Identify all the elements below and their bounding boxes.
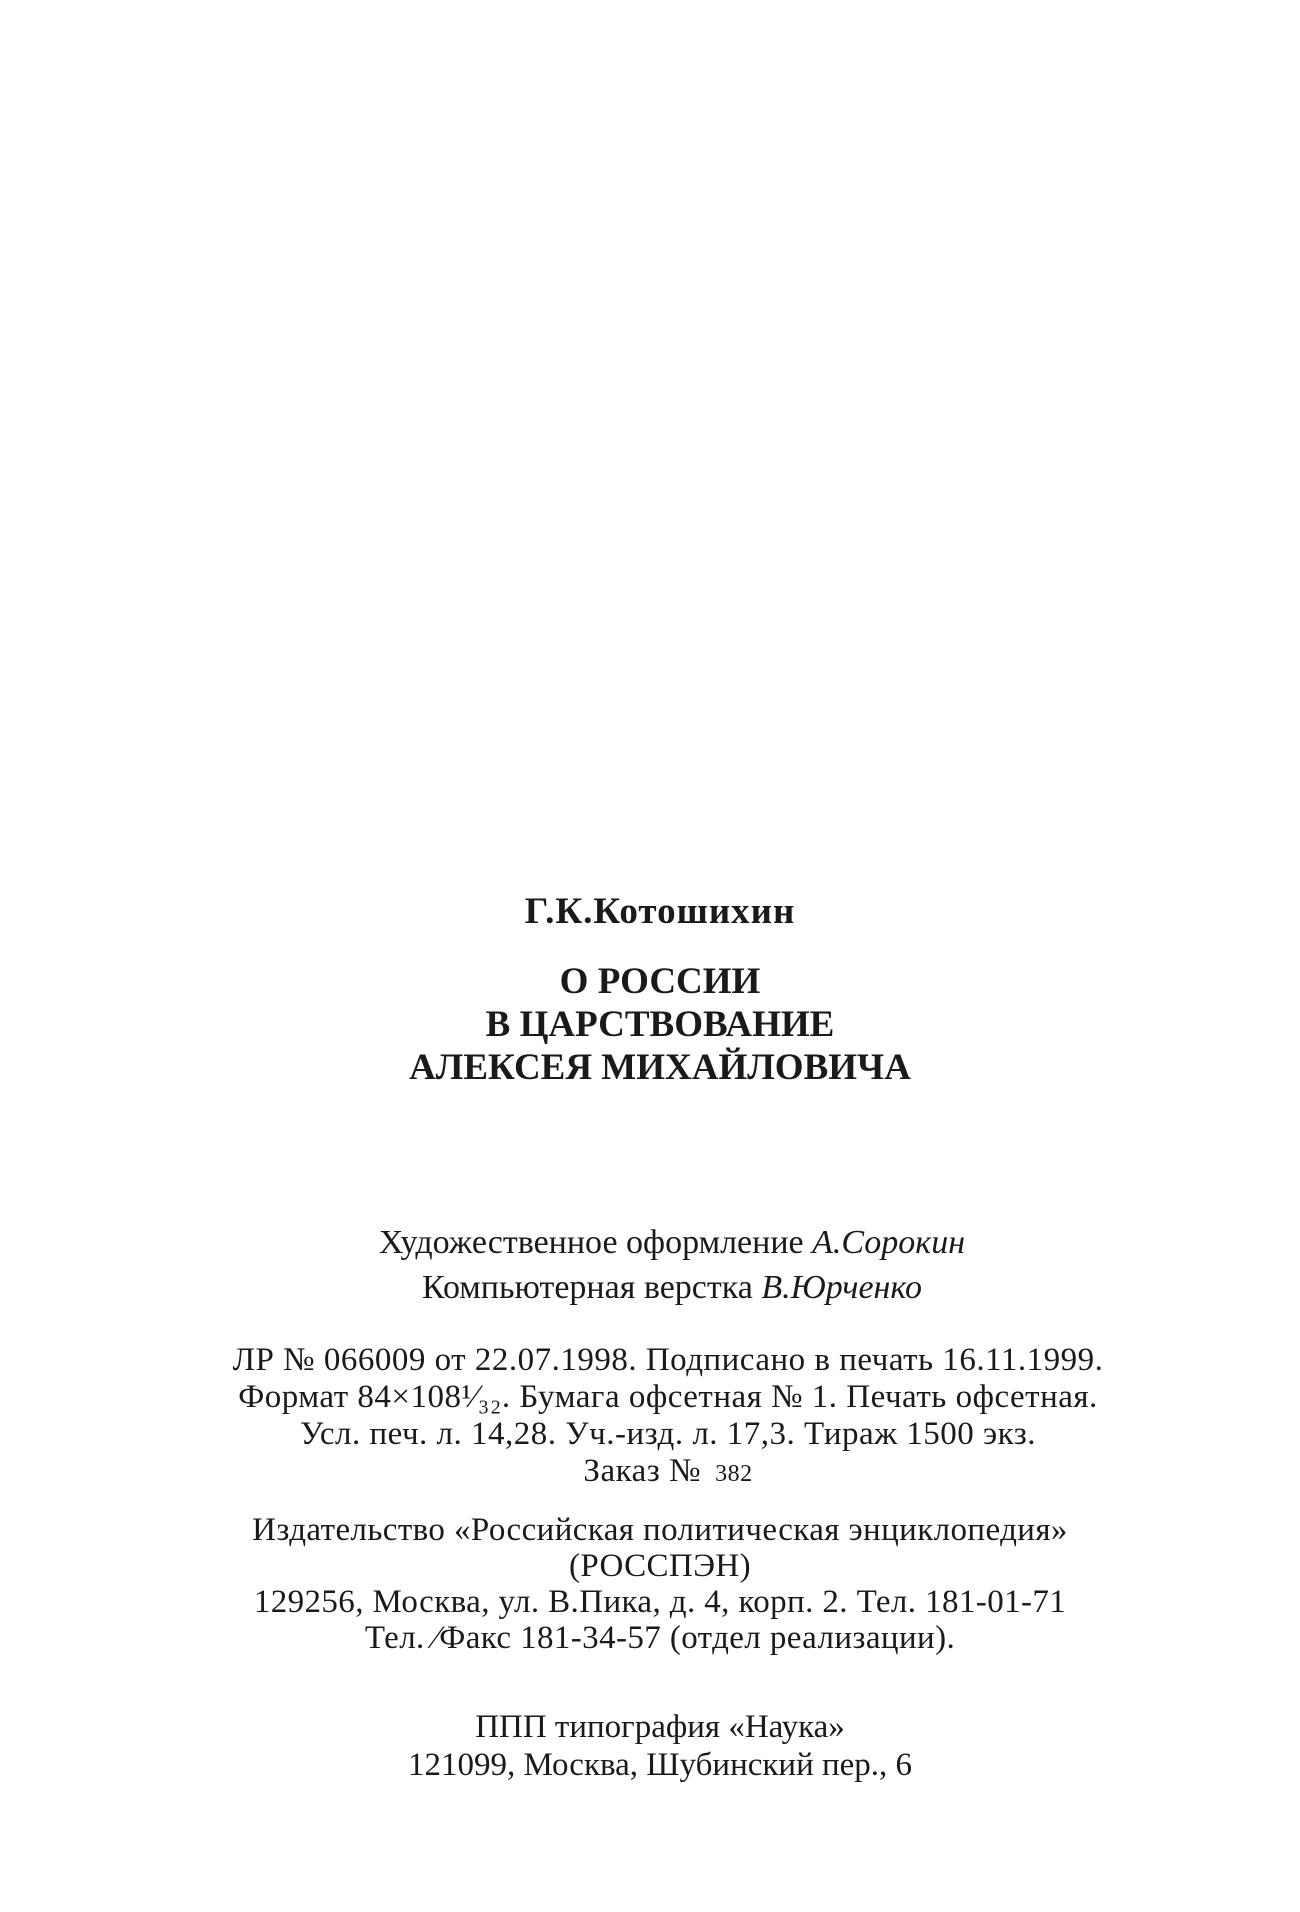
publisher-block bbox=[10, 1512, 1300, 1656]
layout-credit-name: В.Юрченко bbox=[761, 1269, 923, 1306]
order-label: Заказ № bbox=[583, 1453, 702, 1489]
printer-line-2: 121099, Москва, Шубинский пер., 6 bbox=[407, 1747, 913, 1783]
layout-credit-label: Компьютерная верстка bbox=[421, 1269, 753, 1306]
order-line bbox=[18, 1453, 1300, 1493]
design-credit-label: Художественное оформление bbox=[378, 1224, 804, 1261]
imprint-line-1: ЛР № 066009 от 22.07.1998. Подписано в печать 16.11.1999. bbox=[232, 1342, 1104, 1378]
title-line-2: В ЦАРСТВОВАНИЕ bbox=[485, 1004, 835, 1045]
layout-credit bbox=[22, 1265, 1300, 1310]
book-title bbox=[10, 960, 1300, 1089]
order-number: 382 bbox=[715, 1461, 753, 1487]
publisher-line-1: Издательство «Российская политическая энциклопедия» bbox=[252, 1512, 1068, 1548]
title-line-3: АЛЕКСЕЯ МИХАЙЛОВИЧА bbox=[409, 1047, 911, 1088]
design-credit-name: А.Сорокин bbox=[812, 1224, 966, 1261]
printer-block bbox=[10, 1708, 1300, 1784]
publisher-line-4: Тел. ⁄Факс 181-34-57 (отдел реализации). bbox=[364, 1620, 956, 1656]
publisher-line-3: 129256, Москва, ул. В.Пика, д. 4, корп. 2. Тел. 181-01-71 bbox=[253, 1584, 1067, 1620]
imprint-block bbox=[18, 1342, 1300, 1493]
imprint-line-3: Усл. печ. л. 14,28. Уч.-изд. л. 17,3. Тираж 1500 экз. bbox=[299, 1416, 1037, 1452]
publisher-line-2: (РОССПЭН) bbox=[568, 1548, 752, 1584]
imprint-line-2: Формат 84×108¹⁄₃₂. Бумага офсетная № 1. Печать офсетная. bbox=[238, 1379, 1098, 1415]
printer-line-1: ППП типография «Наука» bbox=[475, 1709, 845, 1745]
design-credit bbox=[22, 1220, 1300, 1265]
author-name: Г.К.Котошихин bbox=[524, 891, 796, 932]
title-line-1: О РОССИИ bbox=[559, 961, 761, 1002]
credits-block bbox=[22, 1220, 1300, 1310]
